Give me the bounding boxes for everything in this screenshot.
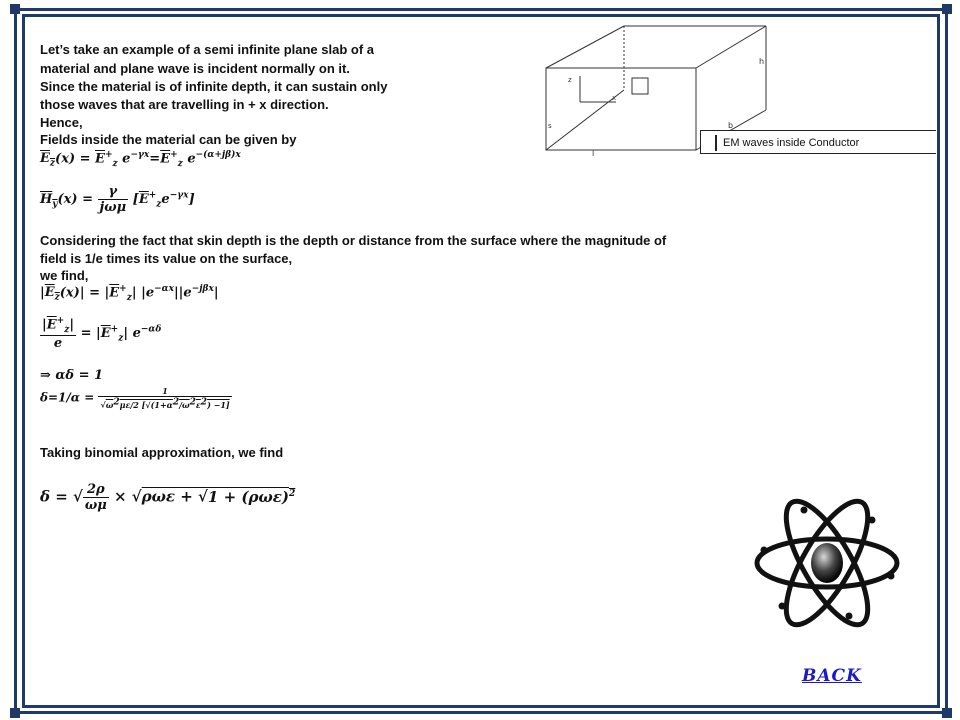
intro-line: Hence, <box>40 115 83 130</box>
corner-ornament <box>10 708 20 718</box>
equation-alpha-delta: ⇒ αδ = 1 <box>40 368 104 383</box>
binomial-text: Taking binomial approximation, we find <box>40 445 284 460</box>
corner-ornament <box>10 4 20 14</box>
equation-final-delta: δ = √ $\frac{2\rho}{\omega\mu}$ × $√\rho\omega\varepsilon + √1 + (\rho\omega\varepsilon)^2$ <box>40 482 296 513</box>
intro-line: those waves that are travelling in + x direction. <box>40 97 329 112</box>
electron <box>761 547 768 554</box>
label-s: s <box>548 122 552 130</box>
equation-delta-reciprocal: δ=1/α = $\frac{1}{√\omega 2\mu\varepsilon/2 [√(1+\alpha 2/\omega 2\varepsilon 2) -1]}$ <box>40 386 230 410</box>
label-b: b <box>728 121 734 130</box>
equation-one-over-e: $\frac{|\overline{E}^+_z|}{e}$ = $|\overline{E}^+_z|$ $e^{-\alpha\delta}$ <box>42 316 162 351</box>
electron <box>779 603 786 610</box>
label-h: h <box>759 57 765 66</box>
back-link[interactable]: BACK <box>802 666 862 686</box>
intro-line: material and plane wave is incident normally on it. <box>40 61 350 76</box>
label-x: x <box>612 94 617 102</box>
equation-magnitude: $|E_z(x)| = |\overline{E}^+_z|$ $|e^{-\alpha x}||e^{-j\beta x}|$ <box>40 284 219 303</box>
electron <box>801 507 808 514</box>
label-z: z <box>568 76 572 84</box>
intro-line: Fields inside the material can be given by <box>40 132 297 147</box>
equation-ez: $E_z(x) = \overline{E}^+_z$ $e^{-\gamma x}=\overline{E}^+_z$ $e^{-(\alpha+j\beta)x}$ <box>40 150 241 169</box>
intro-line: Let’s take an example of a semi infinite plane slab of a <box>40 42 375 57</box>
slab-edge <box>696 26 766 68</box>
atom-logo-icon <box>752 498 902 628</box>
electron <box>869 517 876 524</box>
wave-indicator <box>632 78 648 94</box>
electron <box>888 573 895 580</box>
nucleus <box>811 543 843 583</box>
diagram-caption <box>700 130 936 154</box>
skin-depth-line: we find, <box>40 268 89 283</box>
label-l: l <box>592 149 595 158</box>
slab-edge <box>546 26 624 68</box>
skin-depth-line: Considering the fact that skin depth is the depth or distance from the surface where the magnitude of <box>40 233 667 248</box>
electron <box>846 613 853 620</box>
skin-depth-line: field is 1/e times its value on the surface, <box>40 251 293 266</box>
corner-ornament <box>942 4 952 14</box>
caption-text: EM waves inside Conductor <box>723 137 860 149</box>
caption-bar <box>715 135 717 151</box>
corner-ornament <box>942 708 952 718</box>
intro-line: Since the material is of infinite depth, it can sustain only <box>40 79 388 94</box>
equation-hy: $H_y(x)$ = $\frac{\gamma}{\text{jωμ}}$ $[\overline{E}^+_ze^{-\gamma x}]$ <box>40 184 195 215</box>
